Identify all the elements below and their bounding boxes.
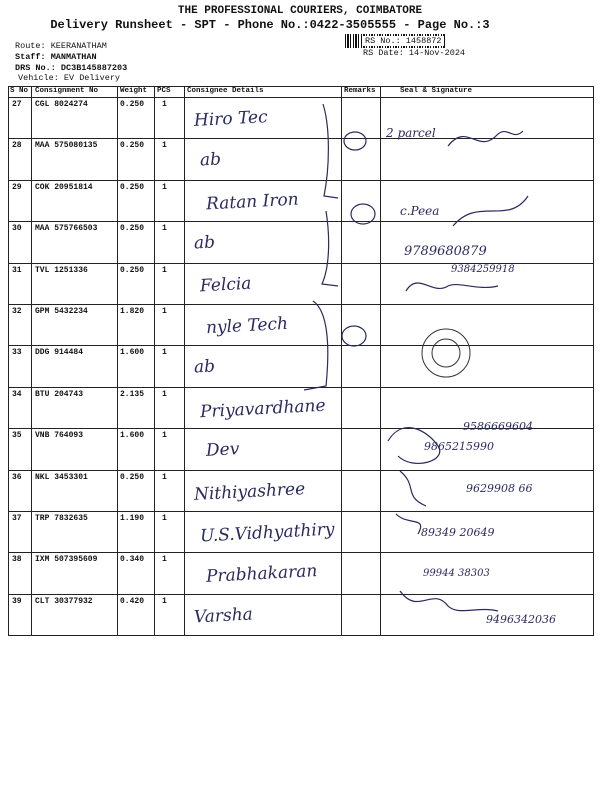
row-weight: 1.820 xyxy=(120,307,145,316)
row-pcs: 1 xyxy=(162,224,167,234)
signature-note: 2 parcel xyxy=(386,126,436,140)
row-sno: 29 xyxy=(12,182,22,192)
col-consignment: Consignment No xyxy=(35,87,99,95)
row-pcs: 1 xyxy=(162,100,167,109)
consignee-handwriting: ab xyxy=(193,356,216,378)
consignee-handwriting: Varsha xyxy=(193,604,254,628)
row-pcs: 1 xyxy=(162,265,167,275)
row-pcs: 1 xyxy=(162,431,167,441)
row-consignment: VNB 764093 xyxy=(35,431,84,441)
row-sno: 36 xyxy=(12,472,22,482)
row-pcs: 1 xyxy=(162,514,167,523)
row-weight: 0.250 xyxy=(120,182,145,192)
row-sno: 37 xyxy=(12,514,22,523)
row-consignment: COK 20951814 xyxy=(35,182,93,192)
staff-label: Staff: MANMATHAN xyxy=(15,52,97,62)
row-sno: 39 xyxy=(12,596,22,606)
row-consignment: TVL 1251336 xyxy=(35,265,88,275)
row-consignment: CLT 30377932 xyxy=(35,596,93,606)
signature-note: 9629908 66 xyxy=(466,482,533,495)
row-consignment: GPM 5432234 xyxy=(35,307,88,316)
consignee-handwriting: Felcia xyxy=(199,273,252,296)
row-consignment: TRP 7832635 xyxy=(35,514,88,523)
row-pcs: 1 xyxy=(162,596,167,606)
signature-note: 9496342036 xyxy=(486,613,556,626)
row-sno: 31 xyxy=(12,265,22,275)
col-pcs: PCS xyxy=(157,87,171,95)
col-seal: Seal & Signature xyxy=(400,87,473,95)
row-pcs: 1 xyxy=(162,141,167,151)
row-consignment: NKL 3453301 xyxy=(35,472,88,482)
runsheet-title: Delivery Runsheet - SPT - Phone No.:0422-3505555 - Page No.:3 xyxy=(50,18,490,32)
row-sno: 30 xyxy=(12,224,22,234)
signature-note: 99944 38303 xyxy=(423,568,490,579)
row-weight: 1.600 xyxy=(120,348,145,358)
consignee-handwriting: nyle Tech xyxy=(205,313,289,339)
row-weight: 1.190 xyxy=(120,514,145,523)
row-sno: 28 xyxy=(12,141,22,151)
row-sno: 33 xyxy=(12,348,22,358)
signature-note: c.Peea xyxy=(400,204,440,218)
row-pcs: 1 xyxy=(162,182,167,192)
rs-date: RS Date: 14-Nov-2024 xyxy=(363,48,466,58)
row-consignment: BTU 204743 xyxy=(35,389,84,399)
row-sno: 34 xyxy=(12,389,22,399)
row-weight: 0.250 xyxy=(120,224,145,234)
consignee-handwriting: Prabhakaran xyxy=(205,561,318,588)
row-sno: 32 xyxy=(12,307,22,316)
consignee-handwriting: Ratan Iron xyxy=(205,189,300,215)
vehicle-label: Vehicle: EV Delivery xyxy=(18,73,121,83)
row-weight: 0.250 xyxy=(120,100,145,109)
rs-number: RS No.: 1458872 xyxy=(365,36,442,46)
row-pcs: 1 xyxy=(162,307,167,316)
row-weight: 0.250 xyxy=(120,141,145,151)
consignee-handwriting: ab xyxy=(199,149,222,171)
row-weight: 2.135 xyxy=(120,389,145,399)
row-pcs: 1 xyxy=(162,389,167,399)
row-consignment: CGL 8024274 xyxy=(35,100,88,109)
signature-note: 9384259918 xyxy=(451,264,515,275)
col-sno: S No xyxy=(10,87,29,95)
row-weight: 0.250 xyxy=(120,472,145,482)
row-weight: 1.600 xyxy=(120,431,145,441)
consignee-handwriting: Hiro Tec xyxy=(193,107,269,131)
company-title: THE PROFESSIONAL COURIERS, COIMBATORE xyxy=(177,5,423,17)
consignee-handwriting: Dev xyxy=(205,439,240,462)
row-sno: 27 xyxy=(12,100,22,109)
row-weight: 0.420 xyxy=(120,596,145,606)
signature-note: 9865215990 xyxy=(424,440,494,453)
row-consignment: MAA 575080135 xyxy=(35,141,98,151)
row-sno: 35 xyxy=(12,431,22,441)
col-consignee: Consignee Details xyxy=(187,87,264,95)
signature-note: 9789680879 xyxy=(404,244,487,259)
row-weight: 0.250 xyxy=(120,265,145,275)
signature-note: 89349 20649 xyxy=(421,526,495,539)
row-sno: 38 xyxy=(12,555,22,565)
row-weight: 0.340 xyxy=(120,555,145,565)
consignee-handwriting: ab xyxy=(193,232,216,254)
row-consignment: MAA 575766503 xyxy=(35,224,98,234)
row-pcs: 1 xyxy=(162,348,167,358)
consignee-handwriting: Nithiyashree xyxy=(193,478,306,505)
consignee-handwriting: Priyavardhane xyxy=(199,395,327,423)
row-pcs: 1 xyxy=(162,555,167,565)
handwritten-marks xyxy=(8,86,594,636)
signature-note: 9586669604 xyxy=(463,420,533,433)
route-label: Route: KEERANATHAM xyxy=(15,41,107,51)
consignee-handwriting: U.S.Vidhyathiry xyxy=(199,519,335,547)
col-weight: Weight xyxy=(120,87,148,95)
row-consignment: IXM 507395609 xyxy=(35,555,98,565)
col-remarks: Remarks xyxy=(344,87,376,95)
runsheet-table xyxy=(8,86,594,636)
row-consignment: DDG 914484 xyxy=(35,348,84,358)
row-pcs: 1 xyxy=(162,472,167,482)
drs-number: DRS No.: DC3B145887203 xyxy=(15,63,128,73)
